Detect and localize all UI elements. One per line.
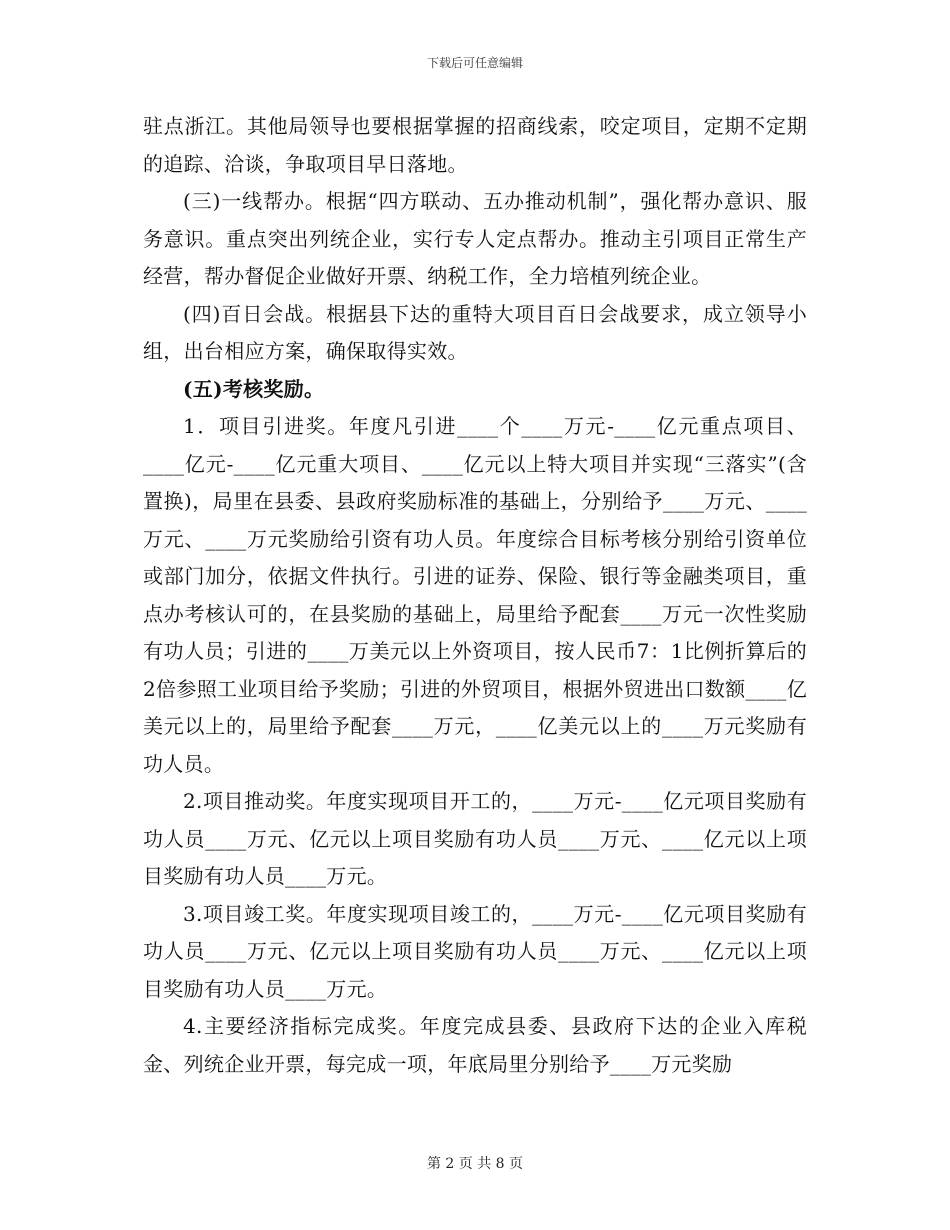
section-heading-5: (五)考核奖励。 xyxy=(183,376,325,401)
paragraph-section-4: (四)百日会战。根据县下达的重特大项目百日会战要求，成立领导小组，出台相应方案，确保取得实效。 xyxy=(143,301,807,363)
page-header: 下载后可任意编辑 xyxy=(426,56,523,70)
document-body xyxy=(143,108,807,1083)
paragraph-item-4: 4.主要经济指标完成奖。年度完成县委、县政府下达的企业入库税金、列统企业开票，每完成一项，年底局里分别给予____万元奖励 xyxy=(143,1014,807,1076)
paragraph-item-1: 1．项目引进奖。年度凡引进____个____万元-____亿元重点项目、____亿元-____亿元重大项目、____亿元以上特大项目并实现“三落实”(含置换)，局里在县委、县政府奖励标准的基础上，分别给予____万元、____万元、____万元奖励给引资有功人员。年度综合目标考核分别给引资单位或部门加分，依据文件执行。引进的证券、保险、银行等金融类项目，重点办考核认可的，在县奖励的基础上，局里给予配套____万元一次性奖励有功人员；引进的____万美元以上外资项目，按人民币7：1比例折算后的2倍参照工业项目给予奖励；引进的外贸项目，根据外贸进出口数额____亿美元以上的，局里给予配套____万元，____亿美元以上的____万元奖励有功人员。 xyxy=(143,414,807,776)
paragraph-continuation: 驻点浙江。其他局领导也要根据掌握的招商线索，咬定项目，定期不定期的追踪、洽谈，争取项目早日落地。 xyxy=(143,114,807,176)
paragraph-section-3: (三)一线帮办。根据“四方联动、五办推动机制”，强化帮办意识、服务意识。重点突出列统企业，实行专人定点帮办。推动主引项目正常生产经营，帮办督促企业做好开票、纳税工作，全力培植列统企业。 xyxy=(143,189,807,288)
paragraph-item-3: 3.项目竣工奖。年度实现项目竣工的，____万元-____亿元项目奖励有功人员____万元、亿元以上项目奖励有功人员____万元、____亿元以上项目奖励有功人员____万元。 xyxy=(143,901,807,1001)
page-footer: 第 2 页 共 8 页 xyxy=(426,1156,524,1172)
paragraph-item-2: 2.项目推动奖。年度实现项目开工的，____万元-____亿元项目奖励有功人员____万元、亿元以上项目奖励有功人员____万元、____亿元以上项目奖励有功人员____万元。 xyxy=(143,789,807,888)
